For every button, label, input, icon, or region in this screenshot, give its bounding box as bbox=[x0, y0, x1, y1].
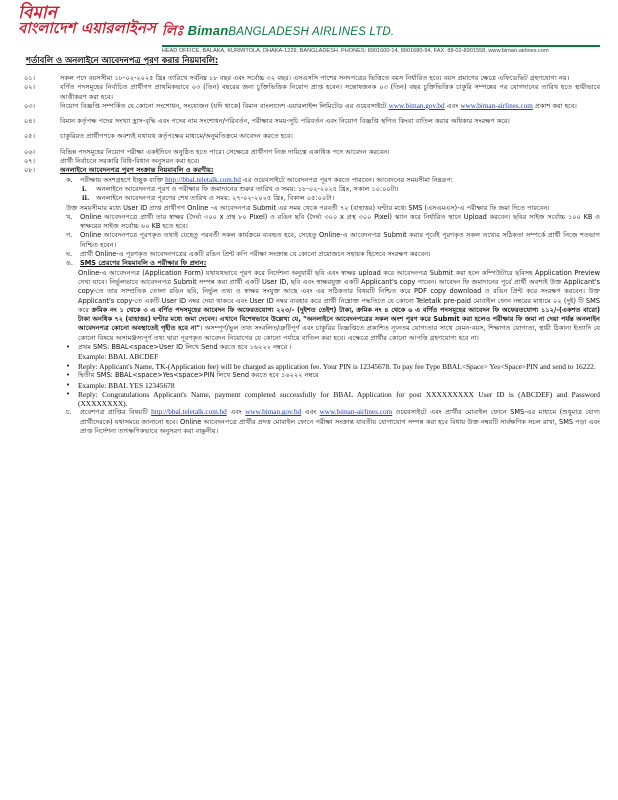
sub-item-cha: চ. প্রবেশপত্র প্রাপ্তির বিষয়টি http://bbal.teletalk.com.bd এবং www.biman.gov.bd এবং www.biman-airlines.com ওয়েবসাইটে এবং প্রার্থীর মোবাইল ফোনে SMS-এর মাধ্যমে (শুধুমাত্র যোগ্য প্রার্থীদেরকে) যথাসময়ে জানানো হবে। Online আবেদনপত্রে প্রার্থীর প্রদত্ত মোবাইল ফোনে পরীক্ষা সংক্রান্ত যাবতীয় যোগাযোগ সম্পন্ন করা হবে বিধায় উক্ত নম্বরটি সার্বক্ষণিক সচল রাখা, SMS পড়া এবং প্রাপ্ত নির্দেশনা তাৎক্ষণিকভাবে অনুসরণ করা বাঞ্ছনীয়। bbox=[66, 408, 601, 435]
bullet-item: • Reply: Applicant's Name, TK-(Application fee) will be charged as application fee. Your PIN is 12345678. To pay fee Type BBAL<Space> Yes<Space>PIN and send to 16222. bbox=[66, 361, 596, 371]
sub-item-ka: ক. পরীক্ষায় অংশগ্রহণে ইচ্ছুক ব্যক্তি http://bbal.teletalk.com.bd এর ওয়েবসাইটে আবেদনপত্র পূরণ করতে পারবেন। আবেদনের সময়সীমা নিম্নরূপ: bbox=[66, 175, 453, 184]
list-item: ০৬। বিভিন্ন পদসমূহের নিয়োগ পরীক্ষা একইদিনে অনুষ্ঠিত হতে পারে। সেক্ষেত্রে প্রার্থীগণ নিজ দায়িত্বে একাধিক পদে আবেদন করবেন। bbox=[24, 147, 390, 156]
list-item: ০৪। বিমান কর্তৃপক্ষ পদের সংখ্যা হ্রাস-বৃদ্ধি এবং পদের নাম সংশোধন/পরিবর্তন, পরীক্ষার সময়-সূচি পরিবর্তন এবং নিয়োগ বিজ্ঞপ্তি স্থগিত কিংবা বাতিল করার অধিকার সংরক্ষণ করে। bbox=[24, 117, 510, 126]
list-item: ০৩। নিয়োগ বিজ্ঞপ্তি সম্পর্কিত যে কোনো সংশোধন, সংযোজন (যদি থাকে) বিমান বাংলাদেশ এয়ারলাইন্স লিমিটেড এর ওয়েবসাইটে www.biman.gov.bd এবং www.biman-airlines.com প্রকাশ করা হবে। bbox=[24, 101, 577, 110]
logo-bangla-top: বিমান bbox=[18, 3, 57, 23]
brand-biman: Biman bbox=[187, 23, 229, 38]
online-section-title: অনলাইনে আবেদনপত্র পূরণ সংক্রান্ত নিয়মাবলি ও করণীয়: bbox=[60, 166, 214, 175]
sub-item-gha: ঘ. প্রার্থী Online-এ পূরণকৃত আবেদনপত্রের একটি রঙিন প্রিন্ট কপি পরীক্ষা সংক্রান্ত যে কোনো প্রয়োজনে সহায়ক হিসেবে সংরক্ষণ করবেন। bbox=[66, 250, 431, 259]
link-biman-airlines[interactable]: www.biman-airlines.com bbox=[319, 408, 393, 417]
sub-item-ii: ii. অনলাইনে আবেদনপত্র পূরণের শেষ তারিখ ও সময়: ২৭-০২-২০২৫ খ্রিঃ, বিকাল ০৫:০০টা। bbox=[82, 194, 335, 203]
list-item: ০২। বর্ণিত পদসমূহের নির্বাচিত প্রার্থীগণ প্রাথমিকভাবে ০৩ (তিন) বছরের জন্য চুক্তিভিত্তিক নিয়োগ প্রাপ্ত হবেন। সন্তোষজনক ০৩ (তিন) বছর চুক্তিভিত্তিক চাকুরি সম্পন্নের পর যোগদানের তারিখ হতে স্থায়ীভাবে আত্তীকরণ করা হবে। bbox=[24, 83, 600, 101]
bullet-item: • Example: BBAL YES 12345678 bbox=[66, 380, 175, 390]
link-biman-gov[interactable]: www.biman.gov.bd bbox=[388, 101, 445, 110]
link-teletalk[interactable]: http://bbal.teletalk.com.bd bbox=[165, 175, 241, 184]
link-biman-gov[interactable]: www.biman.gov.bd bbox=[245, 408, 302, 417]
brand-line bbox=[162, 19, 600, 43]
link-teletalk[interactable]: http://bbal.teletalk.com.bd bbox=[151, 408, 227, 417]
sub-item-i: i. অনলাইনে আবেদনপত্র পূরণ ও পরীক্ষার ফি জমাদানের শুরুর তারিখ ও সময়: ১৮-০২-২০২৫ খ্রিঃ, সকাল ১০:০০টা। bbox=[82, 184, 399, 193]
sub-item-kha: খ. Online আবেদনপত্রে প্রার্থী তার স্বাক্ষর (দৈর্ঘ্য ৩০০ x প্রস্থ ৮০ Pixel) ও রঙিন ছবি (দৈর্ঘ্য ৩০০ x প্রস্থ ৩০০ Pixel) স্ক্যান করে নির্ধারিত স্থানে Upload করবেন। ছবির সাইজ সর্বোচ্চ ১০০ KB ও স্বাক্ষরের সাইজ সর্বোচ্চ ৬০ KB হতে হবে। bbox=[66, 212, 600, 231]
list-item: ০৭। প্রার্থী নির্বাচনে সরকারি বিধি-বিধান অনুসরন করা হবে। bbox=[24, 157, 200, 166]
fee-notice: ক্রমিক নং ১ থেকে ৩ এ বর্ণিত পদসমূহের আবেদন ফি অফেরতযোগ্য ২২৩/- (দুইশত তেইশ) টাকা, ক্রমিক নং ৪ থেকে ৬ এ বর্ণিত পদসমূহের আবেদন ফি অফেরতযোগ্য ১১২/-(একশত বারো) টাকা অনধিক ৭২ (বাহাত্তর) ঘণ্টার মধ্যে জমা দেবেন। এখানে বিশেষভাবে উল্লেখ্য যে, "অনলাইনে আবেদনপত্রের সকল অংশ পূরণ করে Submit করা হলেও পরীক্ষার ফি জমা না দেয়া পর্যন্ত অনলাইন আবেদনপত্র কোনো অবস্থাতেই গৃহীত হবে না" bbox=[78, 305, 600, 333]
sub-item-ga: গ. Online আবেদনপত্রে পূরণকৃত তথ্যই যেহেতু পরবর্তী সকল কার্যক্রমে ব্যবহৃত হবে, সেহেতু Online-এ আবেদনপত্র Submit করার পূর্বেই পূরণকৃত সকল তথ্যের সঠিকতা সম্পর্কে প্রার্থী নিজে শতভাগ নিশ্চিত হবেন। bbox=[66, 231, 600, 249]
sms-section-title: SMS প্রেরণের নিয়মাবলি ও পরীক্ষার ফি প্রদান: bbox=[80, 259, 207, 268]
brand-ltd-bangla: লিঃ bbox=[161, 23, 184, 39]
example-line: Example: BBAL ABCDEF bbox=[78, 352, 159, 362]
head-office-address: HEAD OFFICE, BALAKA, KURMITOLA, DHAKA-1229, BANGLADESH. PHONES: 8901600-14, 8901680-94, FAX: 88-02-8901558, www.biman-airlines.com bbox=[161, 47, 549, 54]
sub-item-uma: ঙ. SMS প্রেরণের নিয়মাবলি ও পরীক্ষার ফি প্রদান: bbox=[18, 259, 600, 268]
bullet-item: • Reply: Congratulations Applicant's Name, payment completed successfully for BBAL Application for post XXXXXXXXX User ID is (ABCDEF) and Password (XXXXXXXX). bbox=[66, 389, 600, 409]
logo-bangla-bottom: বাংলাদেশ এয়ারলাইনস bbox=[18, 19, 156, 37]
list-item: ০৮। অনলাইনে আবেদনপত্র পূরণ সংক্রান্ত নিয়মাবলি ও করণীয়: bbox=[18, 166, 600, 175]
list-item: ০১। সকল পদে বয়সসীমা ১৮-০২-২০২৫ খ্রিঃ তারিখে সর্বনিম্ন ১৮ বছর এবং সর্বোচ্চ ৩২ বছর। এসএসসি পাশের সনদপত্রের ভিত্তিতে বয়স নির্ধারিত হবে। বয়স প্রমাণের ক্ষেত্রে এফিডেভিট গ্রহণযোগ্য নয়। bbox=[24, 74, 570, 82]
sms-instructions: Online-এ আবেদনপত্র (Application Form) যথাযথভাবে পূরণ করে নির্দেশনা অনুযায়ী ছবি এবং স্বাক্ষর upload করে আবেদনপত্র Submit করা হলে কম্পিউটারে ছবিসহ Application Preview দেখা যাবে। নির্ভুলভাবে আবেদনপত্র Submit সম্পন্ন করা প্রার্থী একটি User ID, ছবি এবং স্বাক্ষরযুক্ত একটি Applicant's copy পাবেন। আবেদন ফি জমাদানের পূর্বে প্রার্থী অবশ্যই উক্ত Applicant's copy-তে তার সাম্প্রতিক তোলা রঙিন ছবি, নির্ভুল তথ্য ও স্বাক্ষর সংযুক্ত আছে এবং এর সঠিকতার বিষয়টি নিশ্চিত করে PDF copy download ও রঙিন প্রিন্ট করে সংরক্ষণ করবেন। উক্ত Applicant's copy-তে একটি User ID নম্বর দেয়া থাকবে এবং User ID নম্বর ব্যবহার করে প্রার্থী নিম্নোক্ত পদ্ধতিতে যে কোনো Teletalk pre-paid মোবাইল ফোন নম্বরের মাধ্যমে ০২ (দুই) টি SMS করে ক্রমিক নং ১ থেকে ৩ এ বর্ণিত পদসমূহের আবেদন ফি অফেরতযোগ্য ২২৩/- (দুইশত তেইশ) টাকা, ক্রমিক নং ৪ থেকে ৬ এ বর্ণিত পদসমূহের আবেদন ফি অফেরতযোগ্য ১১২/-(একশত বারো) টাকা অনধিক ৭২ (বাহাত্তর) ঘণ্টার মধ্যে জমা দেবেন। এখানে বিশেষভাবে উল্লেখ্য যে, "অনলাইনে আবেদনপত্রের সকল অংশ পূরণ করে Submit করা হলেও পরীক্ষার ফি জমা না দেয়া পর্যন্ত অনলাইন আবেদনপত্র কোনো অবস্থাতেই গৃহীত হবে না"। অসম্পূর্ণ/ভুল তথ্য সংবলিত/ত্রুটিপূর্ণ এবং চাকুরির বিজ্ঞপ্তিতে প্রকাশিত ন্যূনতম যোগ্যতার সাথে যেমন-বয়স, শিক্ষাগত যোগ্যতা, স্থায়ী ঠিকানা ইত্যাদি যে কোনো বিষয়ে অসামঞ্জস্যপূর্ণ তথ্য দ্বারা পূরণকৃত আবেদন নিয়োগের যে কোনো পর্যায়ে বাতিল করা হবে। এক্ষেত্রে প্রার্থীর কোনো আপত্তি গ্রহণযোগ্য হবে না। bbox=[78, 268, 600, 342]
bullet-item: • দ্বিতীয় SMS: BBAL<space>Yes<space>PIN লিখে Send করতে হবে ১৬২২২ নম্বরে bbox=[66, 371, 319, 380]
letterhead bbox=[18, 3, 600, 54]
header-rule bbox=[162, 45, 600, 47]
list-item: ০৫। চাকুরিরত প্রার্থীগণকে অবশ্যই যথাযথ কর্তৃপক্ষের মাধ্যমে/অনুমতিক্রমে আবেদন করতে হবে। bbox=[24, 132, 293, 141]
link-biman-airlines[interactable]: www.biman-airlines.com bbox=[460, 101, 533, 110]
brand-name-english: BANGLADESH AIRLINES LTD. bbox=[228, 26, 395, 38]
page-title: শর্তাবলি ও অনলাইনে আবেদনপত্র পূরণ করার নিয়মাবলি: bbox=[26, 55, 219, 65]
sms-time-note: উক্ত সময়সীমার মধ্যে User ID প্রাপ্ত প্রার্থীগণ Online -এ আবেদনপত্র Submit এর সময় থেকে পরবর্তী ৭২ (বাহাত্তর) ঘণ্টার মধ্যে SMS (এসএমএস)-এ পরীক্ষার ফি জমা দিতে পারবেন। bbox=[66, 203, 550, 212]
biman-logo bbox=[18, 3, 156, 37]
bullet-item: • প্রথম SMS: BBAL<space>User ID লিখে Send করতে হবে ১৬২২২ নম্বরে । bbox=[66, 343, 292, 352]
